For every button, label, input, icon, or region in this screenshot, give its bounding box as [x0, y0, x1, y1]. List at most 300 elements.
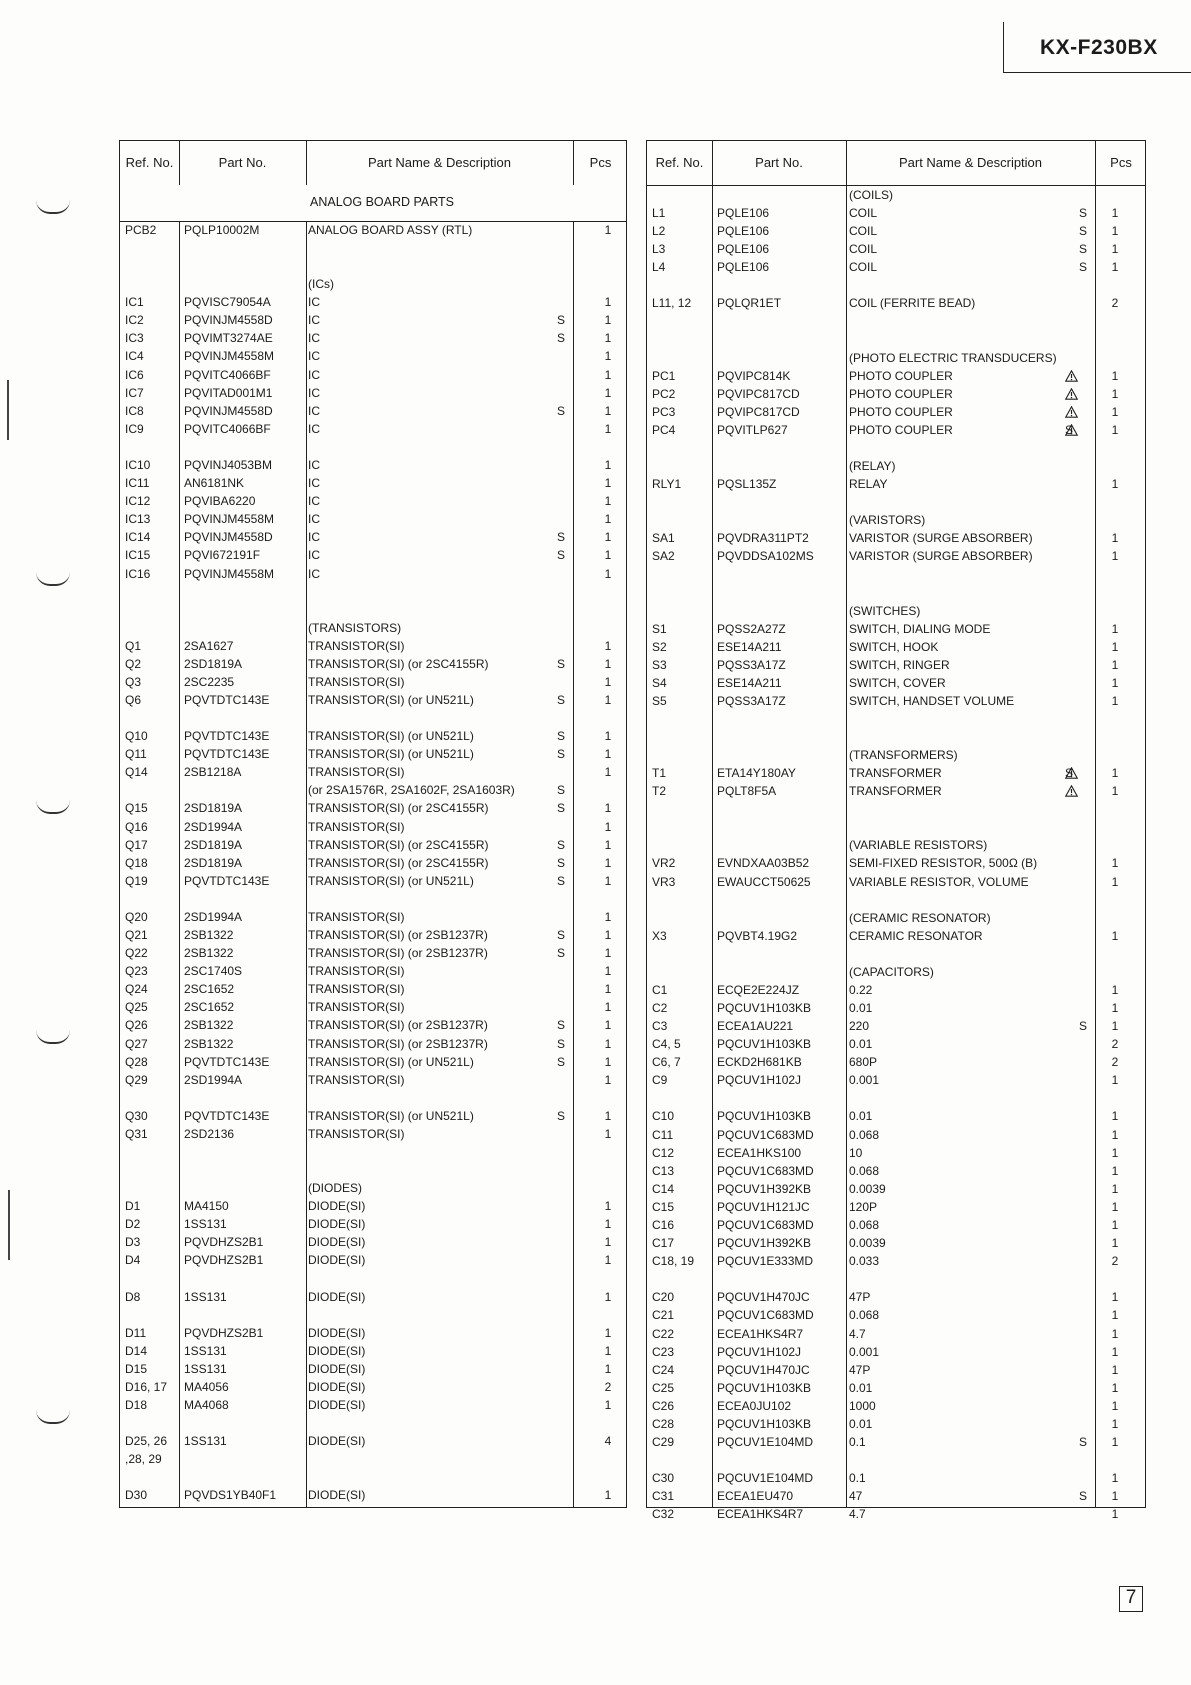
binder-mark [36, 1410, 70, 1424]
pcs-count: 2 [1111, 296, 1119, 311]
part-description: COIL [849, 260, 878, 275]
pcs-count: 1 [604, 1054, 612, 1069]
ref-no: VR2 [652, 856, 676, 871]
table-row [120, 926, 626, 944]
part-description: DIODE(SI) [308, 1289, 366, 1304]
part-no: PQVITAD001M1 [184, 385, 273, 400]
pcs-count: 1 [1111, 1380, 1119, 1395]
part-description: COIL [849, 224, 878, 239]
part-description: 0.001 [849, 1073, 880, 1088]
part-no: PQCUV1H102J [717, 1344, 802, 1359]
part-no: PQVIPC814K [717, 368, 791, 383]
table-row [120, 1450, 626, 1468]
ref-no: PC4 [652, 422, 676, 437]
part-description: TRANSISTOR(SI) [308, 964, 405, 979]
pcs-count: 1 [1111, 206, 1119, 221]
table-row [647, 385, 1145, 403]
col-header-pcs: Pcs [589, 155, 612, 170]
table-row [647, 1126, 1145, 1144]
part-description: 0.01 [849, 1037, 873, 1052]
ref-no: C30 [652, 1471, 675, 1486]
col-header-ref: Ref. No. [125, 155, 174, 170]
part-description: DIODE(SI) [308, 1434, 366, 1449]
table-row [647, 1234, 1145, 1252]
table-row [647, 349, 1145, 367]
part-no: 1SS131 [184, 1217, 227, 1232]
ref-no: C32 [652, 1507, 675, 1522]
table-row [120, 456, 626, 474]
table-row [647, 222, 1145, 240]
ref-no: PC1 [652, 368, 676, 383]
part-description: 0.0039 [849, 1236, 886, 1251]
ref-no: C6, 7 [652, 1055, 681, 1070]
part-no: ECQE2E224JZ [717, 982, 800, 997]
pcs-count: 1 [604, 295, 612, 310]
part-no: PQVINJM4558D [184, 403, 273, 418]
ref-no: D30 [125, 1488, 148, 1503]
row-spacer [647, 313, 1145, 331]
part-description: COIL [849, 206, 878, 221]
table-row [120, 402, 626, 420]
part-no: PQCUV1C683MD [717, 1218, 814, 1233]
part-no: PQCUV1H103KB [717, 1001, 812, 1015]
ref-no: C9 [652, 1073, 668, 1088]
part-description: SWITCH, HOOK [849, 639, 939, 654]
table-row [647, 1198, 1145, 1216]
part-description: TRANSISTOR(SI) (or 2SB1237R) [308, 1036, 488, 1051]
pcs-count: 1 [604, 1126, 612, 1141]
pcs-count: 1 [1111, 693, 1119, 708]
binder-mark [36, 800, 70, 814]
table-row [120, 1360, 626, 1378]
part-description: 47P [849, 1290, 871, 1305]
pcs-count: 1 [604, 638, 612, 653]
part-no: ECEA1AU221 [717, 1019, 794, 1034]
ref-no: PC2 [652, 386, 676, 401]
pcs-count: 1 [1111, 874, 1119, 889]
table-row [120, 872, 626, 890]
table-row [647, 1288, 1145, 1306]
table-row [647, 1397, 1145, 1415]
part-description: (CERAMIC RESONATOR) [849, 910, 991, 925]
pcs-count: 1 [604, 457, 612, 472]
pcs-count: 1 [1111, 1362, 1119, 1377]
row-spacer [647, 331, 1145, 349]
table-row [120, 763, 626, 781]
table-row [647, 692, 1145, 710]
safety-mark: S [557, 855, 566, 870]
pcs-count: 1 [604, 819, 612, 834]
safety-warning-icon [1065, 403, 1078, 421]
row-spacer [647, 439, 1145, 457]
part-no: 2SD1994A [184, 1072, 243, 1087]
part-no: MA4150 [184, 1199, 229, 1214]
row-spacer [647, 945, 1145, 963]
pcs-count: 2 [1111, 1055, 1119, 1070]
part-description: 0.1 [849, 1471, 866, 1486]
ref-no: PC3 [652, 404, 676, 419]
part-description: 0.01 [849, 1001, 873, 1015]
part-no: PQLE106 [717, 242, 770, 257]
safety-warning-icon [1065, 385, 1078, 403]
table-row [120, 1251, 626, 1269]
ref-no: C11 [652, 1127, 674, 1142]
ref-no: RLY1 [652, 477, 682, 492]
part-no: PQCUV1C683MD [717, 1163, 814, 1178]
scan-artifact [7, 380, 9, 440]
page-number: 7 [1119, 1586, 1143, 1612]
part-no: PQVDHZS2B1 [184, 1325, 264, 1340]
table-row [647, 674, 1145, 692]
pcs-count: 1 [604, 403, 612, 418]
row-spacer [120, 890, 626, 908]
ref-no: C28 [652, 1416, 675, 1431]
ref-no: C20 [652, 1290, 675, 1305]
part-description: TRANSISTOR(SI) (or UN521L) [308, 692, 474, 707]
table-row [120, 1125, 626, 1143]
part-no: PQVINJM4558M [184, 349, 275, 364]
part-description: TRANSISTOR(SI) [308, 1126, 405, 1141]
ref-no: Q21 [125, 928, 148, 942]
table-header [120, 141, 626, 186]
part-no: EVNDXAA03B52 [717, 856, 810, 871]
table-row [647, 1216, 1145, 1234]
ref-no: C31 [652, 1489, 675, 1504]
ref-no: Q1 [125, 638, 142, 653]
ref-no: IC8 [125, 403, 144, 418]
table-row [120, 818, 626, 836]
ref-no: L11, 12 [652, 296, 692, 311]
part-description: (VARIABLE RESISTORS) [849, 838, 988, 853]
part-description: PHOTO COUPLER [849, 368, 953, 383]
part-description: 0.033 [849, 1254, 880, 1269]
part-description: RELAY [849, 477, 888, 492]
ref-no: IC4 [125, 349, 144, 364]
pcs-count: 1 [604, 909, 612, 924]
pcs-count: 1 [1111, 422, 1119, 437]
part-description: TRANSISTOR(SI) (or 2SC4155R) [308, 837, 489, 852]
part-no: PQVTDTC143E [184, 729, 270, 744]
pcs-count: 1 [604, 765, 612, 780]
table-row [120, 275, 626, 293]
pcs-count: 1 [604, 223, 612, 237]
ref-no: L4 [652, 260, 666, 275]
pcs-count: 1 [604, 367, 612, 382]
part-description: IC [308, 313, 320, 328]
part-no: ECEA1EU470 [717, 1489, 794, 1504]
part-description: SWITCH, COVER [849, 675, 946, 690]
table-row [647, 1433, 1145, 1451]
table-row [647, 1343, 1145, 1361]
part-no: 2SC1740S [184, 964, 243, 979]
row-spacer [120, 709, 626, 727]
ref-no: IC3 [125, 331, 144, 346]
part-description: (or 2SA1576R, 2SA1602F, 2SA1603R) [308, 783, 515, 798]
part-description: VARIABLE RESISTOR, VOLUME [849, 874, 1029, 889]
part-description: (TRANSISTORS) [308, 620, 402, 635]
ref-no: IC1 [125, 295, 144, 310]
part-description: 0.01 [849, 1380, 873, 1395]
table-row [120, 492, 626, 510]
ref-no: Q23 [125, 964, 148, 979]
safety-mark: S [557, 873, 566, 888]
part-no: PQLT8F5A [717, 784, 777, 799]
ref-no: Q3 [125, 674, 142, 689]
pcs-count: 1 [604, 674, 612, 689]
pcs-count: 1 [1111, 1416, 1119, 1431]
part-description: 0.068 [849, 1218, 880, 1233]
pcs-count: 1 [1111, 1344, 1119, 1359]
table-row [120, 510, 626, 528]
pcs-count: 1 [604, 1253, 612, 1268]
part-no: ESE14A211 [717, 675, 782, 690]
part-description: IC [308, 367, 320, 382]
pcs-count: 1 [1111, 1435, 1119, 1450]
part-description: TRANSISTOR(SI) (or UN521L) [308, 873, 474, 888]
model-number: KX-F230BX [1040, 36, 1158, 59]
ref-no: VR3 [652, 874, 676, 889]
pcs-count: 1 [604, 349, 612, 364]
part-description: 47P [849, 1362, 871, 1377]
part-description: 680P [849, 1055, 878, 1070]
part-description: TRANSISTOR(SI) (or 2SB1237R) [308, 1018, 488, 1033]
part-description: SWITCH, RINGER [849, 657, 950, 672]
part-description: PHOTO COUPLER [849, 422, 953, 437]
part-no: PQVIPC817CD [717, 386, 800, 401]
part-description: TRANSISTOR(SI) [308, 1072, 405, 1087]
ref-no: Q14 [125, 765, 148, 780]
pcs-count: 1 [604, 421, 612, 436]
table-row [120, 998, 626, 1016]
pcs-count: 1 [604, 476, 612, 491]
part-no: 1SS131 [184, 1434, 227, 1449]
pcs-count: 1 [604, 801, 612, 816]
ref-no: SA2 [652, 549, 675, 564]
pcs-count: 1 [604, 964, 612, 979]
safety-mark: S [557, 928, 566, 942]
safety-mark: S [1079, 1489, 1088, 1504]
part-description: (ICs) [308, 277, 334, 292]
part-description: 4.7 [849, 1507, 866, 1522]
part-no: PQCUV1H121JC [717, 1199, 810, 1214]
part-description: IC [308, 403, 320, 418]
pcs-count: 1 [1111, 639, 1119, 654]
part-description: COIL [849, 242, 878, 257]
pcs-count: 1 [1111, 621, 1119, 636]
ref-no: S4 [652, 675, 667, 690]
ref-no: Q25 [125, 1000, 148, 1015]
table-row [647, 1379, 1145, 1397]
part-description: TRANSISTOR(SI) (or UN521L) [308, 747, 474, 762]
table-row [120, 673, 626, 691]
part-no: PQVDS1YB40F1 [184, 1488, 277, 1503]
pcs-count: 1 [604, 1072, 612, 1087]
row-spacer [647, 728, 1145, 746]
table-row [647, 1361, 1145, 1379]
part-no: PQCUV1E104MD [717, 1435, 814, 1450]
part-no: PQCUV1H470JC [717, 1362, 810, 1377]
part-no: 2SD1994A [184, 909, 243, 924]
part-no: PQSS3A17Z [717, 693, 786, 708]
part-no: ESE14A211 [717, 639, 782, 654]
table-row [120, 384, 626, 402]
table-row [120, 293, 626, 311]
part-description: IC [308, 385, 320, 400]
part-description: TRANSFORMER [849, 766, 942, 781]
table-row [647, 656, 1145, 674]
col-header-part: Part No. [218, 155, 267, 170]
table-row [647, 457, 1145, 475]
table-row [647, 1180, 1145, 1198]
part-description: 0.01 [849, 1109, 873, 1124]
part-description: 0.1 [849, 1435, 866, 1450]
ref-no: IC11 [125, 476, 150, 491]
table-row [647, 258, 1145, 276]
part-description: TRANSISTOR(SI) (or UN521L) [308, 1108, 474, 1123]
part-description: 0.0039 [849, 1181, 886, 1196]
pcs-count: 1 [1111, 1218, 1119, 1233]
table-row [120, 1053, 626, 1071]
table-row [647, 873, 1145, 891]
row-spacer [120, 1306, 626, 1324]
pcs-count: 1 [604, 1343, 612, 1358]
ref-no: IC7 [125, 385, 144, 400]
ref-no: C25 [652, 1380, 675, 1395]
ref-no: IC16 [125, 566, 151, 581]
part-no: ECEA1HKS4R7 [717, 1326, 804, 1341]
safety-mark: S [557, 729, 566, 744]
part-description: TRANSISTOR(SI) (or 2SB1237R) [308, 946, 488, 961]
ref-no: IC14 [125, 530, 151, 545]
col-header-name: Part Name & Description [367, 155, 512, 170]
ref-no: S1 [652, 621, 667, 636]
ref-no: C24 [652, 1362, 675, 1377]
pcs-count: 1 [1111, 1109, 1119, 1124]
part-no: PQLE106 [717, 206, 770, 221]
safety-mark: S [1079, 260, 1088, 275]
ref-no: C22 [652, 1326, 675, 1341]
row-spacer [120, 257, 626, 275]
part-no: 2SB1322 [184, 928, 234, 942]
section-title: ANALOG BOARD PARTS [310, 195, 455, 209]
safety-mark: S [557, 783, 566, 798]
part-description: 10 [849, 1145, 863, 1160]
part-description: DIODE(SI) [308, 1325, 366, 1340]
ref-no: Q2 [125, 656, 142, 671]
row-spacer [647, 584, 1145, 602]
pcs-count: 1 [1111, 404, 1119, 419]
ref-no: Q19 [125, 873, 148, 888]
safety-mark: S [557, 1054, 566, 1069]
pcs-count: 1 [604, 747, 612, 762]
pcs-count: 1 [1111, 982, 1119, 997]
part-no: 1SS131 [184, 1343, 227, 1358]
ref-no: IC9 [125, 421, 144, 436]
ref-no: C13 [652, 1163, 675, 1178]
part-no: PQCUV1C683MD [717, 1127, 814, 1142]
part-no: ECEA1HKS100 [717, 1145, 802, 1160]
table-row [120, 565, 626, 583]
part-description: IC [308, 476, 320, 491]
pcs-count: 1 [1111, 1489, 1119, 1504]
pcs-count: 1 [1111, 531, 1119, 546]
ref-no: S3 [652, 657, 667, 672]
table-row [647, 511, 1145, 529]
safety-mark: S [557, 1108, 566, 1123]
pcs-count: 1 [1111, 1507, 1119, 1522]
part-description: DIODE(SI) [308, 1361, 366, 1376]
table-row [647, 240, 1145, 258]
pcs-count: 1 [1111, 1199, 1119, 1214]
part-description: DIODE(SI) [308, 1379, 366, 1394]
ref-no: IC15 [125, 548, 151, 563]
left-parts-table [119, 140, 627, 1508]
part-description: TRANSISTOR(SI) [308, 909, 405, 924]
model-header [1003, 22, 1191, 73]
ref-no: C2 [652, 1001, 668, 1015]
part-no: PQVINJM4558M [184, 566, 275, 581]
row-spacer [647, 1451, 1145, 1469]
row-spacer [120, 601, 626, 619]
table-row [120, 1342, 626, 1360]
pcs-count: 1 [1111, 242, 1119, 257]
part-no: 2SC1652 [184, 982, 235, 997]
row-spacer [647, 493, 1145, 511]
row-spacer [120, 1161, 626, 1179]
safety-mark: S [557, 692, 566, 707]
pcs-count: 2 [1111, 1037, 1119, 1052]
table-row [120, 1432, 626, 1450]
part-no: PQCUV1H103KB [717, 1037, 812, 1052]
part-description: 0.01 [849, 1416, 873, 1431]
part-description: TRANSISTOR(SI) (or 2SC4155R) [308, 801, 489, 816]
part-description: 120P [849, 1199, 878, 1214]
part-no: PQVDHZS2B1 [184, 1235, 264, 1250]
pcs-count: 1 [604, 1289, 612, 1304]
part-no: PQVBT4.19G2 [717, 928, 798, 943]
row-spacer [647, 276, 1145, 294]
part-description: IC [308, 566, 320, 581]
table-row [647, 1306, 1145, 1324]
scan-artifact [8, 1190, 10, 1260]
part-no: 2SC2235 [184, 674, 235, 689]
pcs-count: 1 [604, 530, 612, 545]
table-row [120, 691, 626, 709]
table-row [647, 294, 1145, 312]
row-spacer [120, 1270, 626, 1288]
part-description: (CAPACITORS) [849, 964, 934, 979]
row-spacer [120, 239, 626, 257]
ref-no: IC2 [125, 313, 144, 328]
table-row [120, 962, 626, 980]
table-row [647, 746, 1145, 764]
pcs-count: 1 [1111, 386, 1119, 401]
part-description: (TRANSFORMERS) [849, 748, 958, 763]
ref-no: C21 [652, 1308, 675, 1323]
pcs-count: 1 [604, 1199, 612, 1214]
ref-no: C14 [652, 1181, 675, 1196]
part-description: TRANSISTOR(SI) (or UN521L) [308, 1054, 474, 1069]
safety-mark: S [1079, 206, 1088, 221]
part-description: 4.7 [849, 1326, 866, 1341]
part-description: IC [308, 512, 320, 527]
part-no: 2SB1322 [184, 1036, 234, 1051]
part-no: PQVDHZS2B1 [184, 1253, 264, 1268]
ref-no: D15 [125, 1361, 148, 1376]
part-no: PQCUV1H103KB [717, 1109, 812, 1124]
part-description: (RELAY) [849, 459, 896, 474]
table-row [120, 528, 626, 546]
